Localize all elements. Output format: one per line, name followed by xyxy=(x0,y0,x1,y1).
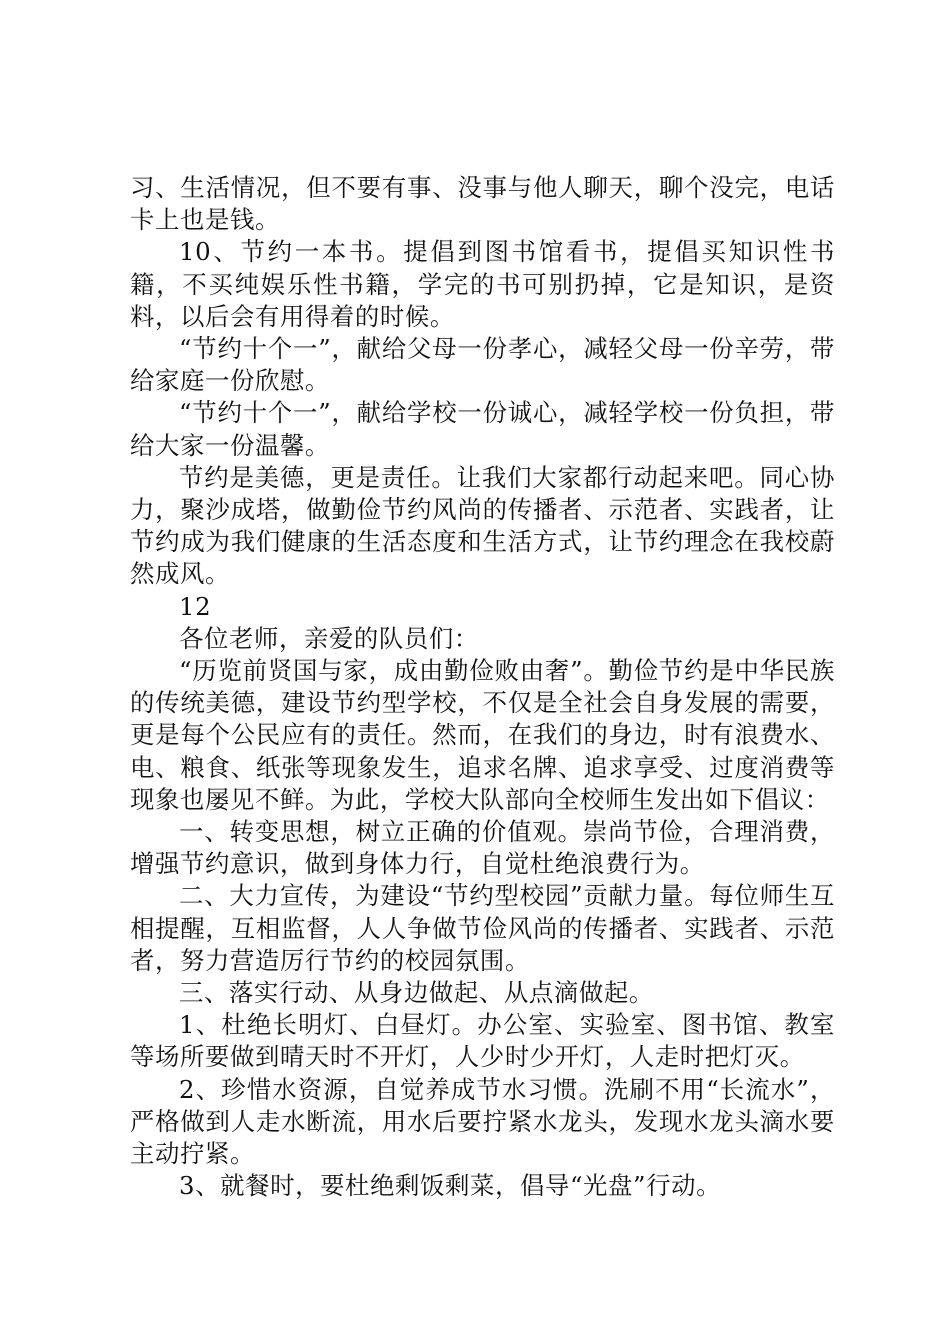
paragraph-continuation: 习、生活情况，但不要有事、没事与他人聊天，聊个没完，电话卡上也是钱。 xyxy=(130,173,835,235)
paragraph-point-2: 二、大力宣传，为建设“节约型校园”贡献力量。每位师生互相提醒，互相监督，人人争做节俭风尚的传播者、实践者、示范者，努力营造厉行节约的校园氛围。 xyxy=(130,881,835,975)
paragraph-conclusion: 节约是美德，更是责任。让我们大家都行动起来吧。同心协力，聚沙成塔，做勤俭节约风尚的传播者、示范者、实践者，让节约成为我们健康的生活态度和生活方式，让节约理念在我校蔚然成风。 xyxy=(130,462,835,589)
salutation: 各位老师，亲爱的队员们： xyxy=(179,623,479,653)
paragraph-point-1: 一、转变思想，树立正确的价值观。崇尚节俭，合理消费，增强节约意识，做到身体力行，自觉杜绝浪费行为。 xyxy=(130,817,835,879)
paragraph-parents: “节约十个一”，献给父母一份孝心，减轻父母一份辛劳，带给家庭一份欣慰。 xyxy=(130,334,835,396)
paragraph-point-3: 三、落实行动、从身边做起、从点滴做起。 xyxy=(179,978,654,1008)
paragraph-intro: “历览前贤国与家，成由勤俭败由奢”。勤俭节约是中华民族的传统美德，建设节约型学校，不仅是全社会自身发展的需要，更是每个公民应有的责任。然而，在我们的身边，时有浪费水、电、粮食、纸张等现象发生，追求名牌、追求享受、过度消费等现象也屡见不鲜。为此，学校大队部向全校师生发出如下倡议： xyxy=(130,656,835,814)
paragraph-action-2: 2、珍惜水资源，自觉养成节水习惯。洗刷不用“长流水”，严格做到人走水断流，用水后要拧紧水龙头，发现水龙头滴水要主动拧紧。 xyxy=(130,1074,835,1169)
section-number: 12 xyxy=(179,591,212,621)
paragraph-action-1: 1、杜绝长明灯、白昼灯。办公室、实验室、图书馆、教室等场所要做到晴天时不开灯，人少时少开灯，人走时把灯灭。 xyxy=(130,1010,835,1072)
document-body xyxy=(130,172,835,1203)
paragraph-school: “节约十个一”，献给学校一份诚心，减轻学校一份负担，带给大家一份温馨。 xyxy=(130,398,835,460)
paragraph-item-10: 10、节约一本书。提倡到图书馆看书，提倡买知识性书籍，不买纯娱乐性书籍，学完的书可别扔掉，它是知识，是资料，以后会有用得着的时候。 xyxy=(130,237,835,331)
paragraph-action-3: 3、就餐时，要杜绝剩饭剩菜，倡导“光盘”行动。 xyxy=(179,1171,722,1201)
